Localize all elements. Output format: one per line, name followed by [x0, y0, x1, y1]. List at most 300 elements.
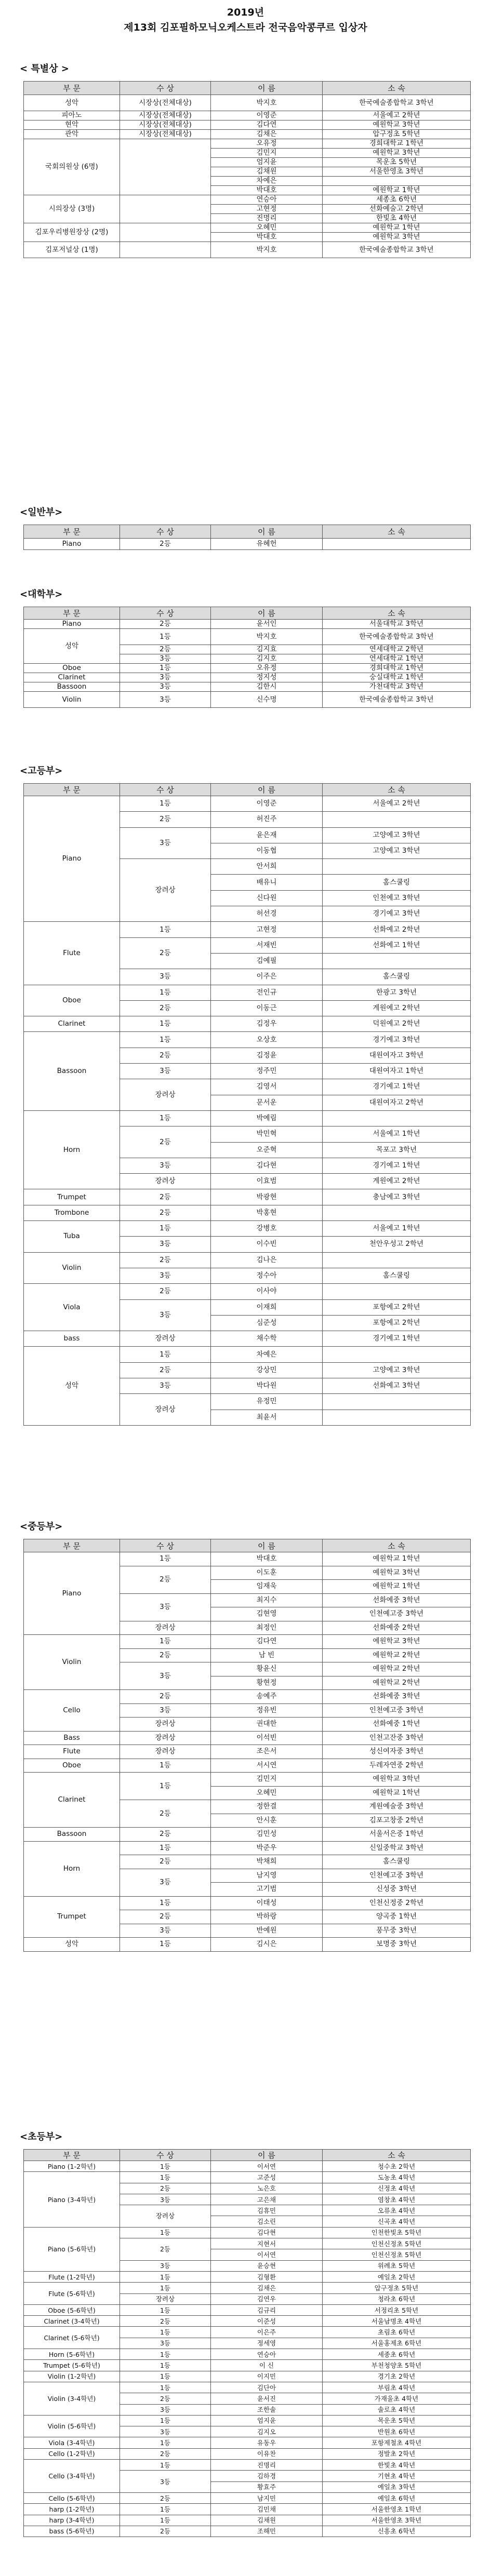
cell-school: 대원여자고 1학년 — [323, 1064, 471, 1079]
header-name: 이 름 — [211, 525, 323, 539]
cell-category: Violin (5-6학년) — [24, 2415, 120, 2437]
cell-name: 정세영 — [211, 2338, 323, 2349]
cell-category: Piano — [24, 796, 120, 922]
table-row — [24, 1205, 471, 1220]
cell-award: 3등 — [120, 1662, 211, 1690]
cell-school: 홈스쿨링 — [323, 1268, 471, 1283]
table-row — [24, 1828, 471, 1842]
cell-award: 3등 — [120, 2194, 211, 2205]
cell-school: 풍무중 3학년 — [323, 1924, 471, 1938]
cell-school: 두레자연중 2학년 — [323, 1759, 471, 1773]
cell-category: Trumpet (5-6학년) — [24, 2360, 120, 2371]
cell-school: 인천신정중 2학년 — [323, 1896, 471, 1910]
cell-award: 1등 — [120, 1032, 211, 1048]
table-row — [24, 1110, 471, 1126]
cell-award: 2등 — [120, 1048, 211, 1063]
cell-name: 이주은 — [211, 969, 323, 985]
cell-name: 권대한 — [211, 1718, 323, 1732]
table-row — [24, 682, 471, 692]
cell-name: 김채은 — [211, 2283, 323, 2293]
cell-award: 장려상 — [120, 1745, 211, 1759]
cell-award: 2등 — [120, 1690, 211, 1704]
cell-name: 안시훈 — [211, 1814, 323, 1828]
cell-name: 김한시 — [211, 682, 323, 692]
table-row — [24, 2515, 471, 2526]
cell-category: 김포우리병원장상 (2명) — [24, 223, 120, 242]
cell-name: 박대호 — [211, 233, 323, 242]
cell-name: 이효범 — [211, 1174, 323, 1189]
cell-award: 3등 — [120, 2404, 211, 2415]
table-row — [24, 2526, 471, 2537]
cell-school: 예일초 6학년 — [323, 2492, 471, 2503]
cell-school: 초림초 6학년 — [323, 2327, 471, 2338]
cell-award — [120, 223, 211, 242]
page-title-year: 2019년 — [227, 7, 264, 18]
cell-name: 정수아 — [211, 1268, 323, 1283]
table-row — [24, 1635, 471, 1649]
cell-school: 서정리초 5학년 — [323, 2304, 471, 2315]
cell-school: 충남예고 3학년 — [323, 1189, 471, 1205]
cell-award: 시장상(전체대상) — [120, 111, 211, 120]
results-table — [23, 607, 471, 708]
table-row — [24, 2504, 471, 2515]
cell-award: 장려상 — [120, 1731, 211, 1745]
cell-name: 박민혁 — [211, 1126, 323, 1142]
cell-school: 압구정초 5학년 — [323, 130, 471, 139]
cell-category: 피아노 — [24, 111, 120, 120]
cell-award: 장려상 — [120, 1394, 211, 1426]
header-award: 수 상 — [120, 525, 211, 539]
cell-award: 2등 — [120, 1648, 211, 1662]
table-row — [24, 1016, 471, 1032]
cell-category: Cello (1-2학년) — [24, 2448, 120, 2459]
cell-award: 2등 — [120, 2492, 211, 2503]
cell-award: 2등 — [120, 2393, 211, 2404]
cell-category: 성악 — [24, 1938, 120, 1952]
cell-school: 경기예고 3학년 — [323, 1032, 471, 1048]
cell-school: 예원학교 2학년 — [323, 1676, 471, 1690]
cell-school: 서울한영초 1학년 — [323, 2504, 471, 2515]
cell-school: 서울남명초 4학년 — [323, 2316, 471, 2327]
cell-name: 박지호 — [211, 629, 323, 645]
cell-name: 김정윤 — [211, 1048, 323, 1063]
cell-school: 연세대학교 1학년 — [323, 654, 471, 664]
cell-name: 오준혁 — [211, 1142, 323, 1158]
cell-category: Piano — [24, 1552, 120, 1635]
cell-category: Bassoon — [24, 682, 120, 692]
table-row — [24, 2327, 471, 2338]
table-row — [24, 2349, 471, 2360]
cell-category: 김포저널상 (1명) — [24, 242, 120, 258]
cell-award: 3등 — [120, 1593, 211, 1621]
cell-award: 3등 — [120, 1703, 211, 1718]
cell-category: Flute (1-2학년) — [24, 2271, 120, 2282]
cell-category: Violin (3-4학년) — [24, 2382, 120, 2415]
cell-award: 2등 — [120, 2526, 211, 2537]
table-row — [24, 242, 471, 258]
cell-school: 성신여자중 3학년 — [323, 1745, 471, 1759]
cell-name: 이준성 — [211, 2316, 323, 2327]
header-name: 이 름 — [211, 2150, 323, 2161]
cell-school: 오류초 4학년 — [323, 2205, 471, 2216]
cell-school: 인천예고중 3학년 — [323, 1703, 471, 1718]
cell-school: 경기예고 3학년 — [323, 906, 471, 922]
cell-award: 3등 — [120, 1268, 211, 1283]
cell-award: 시장상(전체대상) — [120, 95, 211, 111]
cell-award: 2등 — [120, 1284, 211, 1299]
cell-award: 2등 — [120, 1910, 211, 1924]
cell-school: 예원학교 3학년 — [323, 233, 471, 242]
cell-name: 신수명 — [211, 692, 323, 708]
cell-award — [120, 139, 211, 195]
cell-school: 예원학교 2학년 — [323, 1648, 471, 1662]
cell-name: 이사야 — [211, 1284, 323, 1299]
cell-award: 3등 — [120, 2426, 211, 2437]
cell-school: 인천예고중 3학년 — [323, 1607, 471, 1621]
cell-school: 청라초 6학년 — [323, 2293, 471, 2304]
header-name: 이 름 — [211, 82, 323, 95]
cell-category: Piano (5-6학년) — [24, 2227, 120, 2271]
cell-school: 대원여자고 3학년 — [323, 1048, 471, 1063]
cell-award: 1등 — [120, 1221, 211, 1237]
cell-name: 남 빈 — [211, 1648, 323, 1662]
cell-category: Viola (3-4학년) — [24, 2437, 120, 2448]
cell-name: 전인규 — [211, 985, 323, 1000]
cell-school: 예원학교 3학년 — [323, 1773, 471, 1787]
cell-award: 2등 — [120, 1252, 211, 1268]
table-row — [24, 223, 471, 233]
cell-award: 2등 — [120, 937, 211, 969]
cell-name: 남지민 — [211, 2492, 323, 2503]
section-title: <대학부> — [20, 589, 63, 600]
cell-school — [323, 539, 471, 550]
cell-school: 선화예중 1학년 — [323, 1718, 471, 1732]
cell-name: 정한결 — [211, 1800, 323, 1814]
cell-school: 홈스쿨링 — [323, 969, 471, 985]
cell-school: 부림초 4학년 — [323, 2382, 471, 2393]
cell-category: Oboe — [24, 985, 120, 1016]
cell-category: Flute — [24, 922, 120, 985]
table-row — [24, 1759, 471, 1773]
cell-award: 1등 — [120, 985, 211, 1000]
cell-award: 3등 — [120, 827, 211, 859]
header-award: 수 상 — [120, 1539, 211, 1552]
cell-award: 1등 — [120, 2172, 211, 2183]
cell-award: 1등 — [120, 2515, 211, 2526]
table-row — [24, 2227, 471, 2238]
cell-category: Piano (3-4학년) — [24, 2172, 120, 2227]
cell-name: 강상민 — [211, 1362, 323, 1378]
cell-name: 오혜민 — [211, 1786, 323, 1800]
cell-name: 박하랑 — [211, 1910, 323, 1924]
results-table — [23, 525, 471, 550]
cell-award: 장려상 — [120, 1718, 211, 1732]
cell-category: Flute (5-6학년) — [24, 2283, 120, 2305]
cell-name: 김시은 — [211, 1938, 323, 1952]
cell-award: 2등 — [120, 1566, 211, 1593]
header-school: 소 속 — [323, 82, 471, 95]
cell-award: 1등 — [120, 2271, 211, 2282]
cell-name: 지현서 — [211, 2238, 323, 2249]
cell-category: harp (1-2학년) — [24, 2504, 120, 2515]
cell-category: Cello (5-6학년) — [24, 2492, 120, 2503]
cell-name: 채수학 — [211, 1331, 323, 1347]
cell-award: 2등 — [120, 1800, 211, 1828]
cell-name: 이석빈 — [211, 1731, 323, 1745]
cell-category: 국회의원상 (6명) — [24, 139, 120, 195]
cell-award: 1등 — [120, 1016, 211, 1032]
cell-school: 홈스쿨링 — [323, 875, 471, 890]
cell-award: 2등 — [120, 539, 211, 550]
cell-name: 신다원 — [211, 890, 323, 906]
cell-award: 3등 — [120, 2471, 211, 2493]
cell-school — [323, 859, 471, 875]
cell-school: 인천예고중 3학년 — [323, 1869, 471, 1883]
cell-name: 진명리 — [211, 214, 323, 223]
cell-school: 인천예고 3학년 — [323, 890, 471, 906]
cell-school: 인천신정초 5학년 — [323, 2249, 471, 2260]
table-row — [24, 1331, 471, 1347]
cell-category: Violin — [24, 1635, 120, 1690]
header-school: 소 속 — [323, 607, 471, 620]
cell-award: 1등 — [120, 2349, 211, 2360]
header-name: 이 름 — [211, 1539, 323, 1552]
cell-award: 3등 — [120, 1378, 211, 1393]
cell-school: 숭실대학교 1학년 — [323, 673, 471, 682]
cell-category: Flute — [24, 1745, 120, 1759]
page-title-main: 제13회 김포필하모닉오케스트라 전국음악콩쿠르 입상자 — [124, 22, 367, 33]
cell-category: Oboe (5-6학년) — [24, 2304, 120, 2315]
cell-name: 반예원 — [211, 1924, 323, 1938]
cell-name: 최지수 — [211, 1593, 323, 1607]
header-award: 수 상 — [120, 607, 211, 620]
cell-school: 계원예술중 3학년 — [323, 1800, 471, 1814]
cell-school: 서울예고 1학년 — [323, 1126, 471, 1142]
cell-school: 솔로초 4학년 — [323, 2404, 471, 2415]
cell-name: 유혜헌 — [211, 539, 323, 550]
header-school: 소 속 — [323, 784, 471, 796]
cell-name: 정지성 — [211, 673, 323, 682]
table-row — [24, 2360, 471, 2371]
cell-category: 성악 — [24, 629, 120, 664]
cell-school: 서울예고 1학년 — [323, 1221, 471, 1237]
cell-school: 선화예중 3학년 — [323, 1593, 471, 1607]
cell-name: 김민성 — [211, 1828, 323, 1842]
cell-name: 김채은 — [211, 130, 323, 139]
cell-category: Violin (1-2학년) — [24, 2371, 120, 2382]
cell-category: 성악 — [24, 1347, 120, 1425]
cell-school: 경기예고 1학년 — [323, 1079, 471, 1095]
results-table — [23, 783, 471, 1426]
cell-category: Horn — [24, 1841, 120, 1896]
cell-name: 김채원 — [211, 2515, 323, 2526]
cell-school — [323, 953, 471, 969]
cell-name: 최윤서 — [211, 1410, 323, 1425]
cell-award: 장려상 — [120, 1621, 211, 1635]
cell-name: 김단아 — [211, 2382, 323, 2393]
cell-name: 김지오 — [211, 2426, 323, 2437]
table-row — [24, 985, 471, 1000]
cell-name: 문서운 — [211, 1095, 323, 1110]
cell-name: 고기범 — [211, 1883, 323, 1897]
cell-school: 선화예고 2학년 — [323, 922, 471, 937]
cell-category: Piano — [24, 539, 120, 550]
cell-school: 선화예중 3학년 — [323, 1690, 471, 1704]
table-row — [24, 1221, 471, 1237]
cell-award: 장려상 — [120, 2205, 211, 2228]
cell-category: 관악 — [24, 130, 120, 139]
table-row — [24, 2271, 471, 2282]
cell-award: 2등 — [120, 1126, 211, 1158]
cell-school: 선화예술고 2학년 — [323, 205, 471, 214]
cell-school: 예원학교 3학년 — [323, 149, 471, 158]
cell-award: 1등 — [120, 2371, 211, 2382]
cell-name: 김현영 — [211, 1607, 323, 1621]
cell-name: 김소린 — [211, 2216, 323, 2227]
table-row — [24, 2492, 471, 2503]
cell-award: 3등 — [120, 2338, 211, 2349]
cell-school: 경기예고 1학년 — [323, 1331, 471, 1347]
table-row — [24, 1347, 471, 1362]
table-row — [24, 796, 471, 812]
cell-award: 1등 — [120, 2227, 211, 2238]
cell-category: Bassoon — [24, 1032, 120, 1110]
cell-name: 박예림 — [211, 1110, 323, 1126]
cell-name: 유정민 — [211, 1394, 323, 1410]
cell-name: 노은호 — [211, 2183, 323, 2194]
cell-name: 이서연 — [211, 2161, 323, 2172]
cell-school: 예원학교 3학년 — [323, 1566, 471, 1580]
table-row — [24, 130, 471, 139]
cell-school: 서울한영초 3학년 — [323, 167, 471, 177]
cell-name: 황윤신 — [211, 1662, 323, 1676]
header-name: 이 름 — [211, 607, 323, 620]
cell-school: 서울한영초 3학년 — [323, 2515, 471, 2526]
cell-award: 3등 — [120, 692, 211, 708]
cell-award: 시장상(전체대상) — [120, 120, 211, 130]
cell-name: 황효주 — [211, 2481, 323, 2492]
cell-category: Piano (1-2학년) — [24, 2161, 120, 2172]
table-row — [24, 673, 471, 682]
table-row — [24, 2460, 471, 2471]
cell-name: 허선경 — [211, 906, 323, 922]
table-row — [24, 2437, 471, 2448]
cell-school: 가재울초 4학년 — [323, 2393, 471, 2404]
cell-award: 1등 — [120, 629, 211, 645]
cell-school — [323, 177, 471, 186]
cell-school: 예원학교 3학년 — [323, 120, 471, 130]
cell-award: 1등 — [120, 1552, 211, 1566]
cell-name: 차예은 — [211, 1347, 323, 1362]
cell-category: Clarinet (3-4학년) — [24, 2316, 120, 2327]
cell-name: 서시연 — [211, 1759, 323, 1773]
section-title: < 특별상 > — [20, 63, 69, 74]
cell-name: 박광현 — [211, 1189, 323, 1205]
table-row — [24, 664, 471, 673]
cell-name: 김다연 — [211, 1635, 323, 1649]
cell-name: 오상호 — [211, 1032, 323, 1048]
page-title — [0, 5, 491, 35]
cell-school: 한국예술종합학교 3학년 — [323, 95, 471, 111]
table-row — [24, 195, 471, 205]
cell-award: 1등 — [120, 796, 211, 812]
cell-school: 포항예고 2학년 — [323, 1315, 471, 1331]
cell-school: 예원학교 1학년 — [323, 223, 471, 233]
cell-name: 윤승현 — [211, 2260, 323, 2271]
cell-school: 경희대학교 1학년 — [323, 139, 471, 149]
cell-award: 2등 — [120, 1000, 211, 1016]
cell-category: Oboe — [24, 1759, 120, 1773]
cell-award: 1등 — [120, 2304, 211, 2315]
cell-name: 이영준 — [211, 111, 323, 120]
cell-name: 강병호 — [211, 1221, 323, 1237]
table-row — [24, 620, 471, 629]
table-row — [24, 2161, 471, 2172]
cell-name: 엄지윤 — [211, 158, 323, 167]
cell-school: 예원학교 1학년 — [323, 1786, 471, 1800]
cell-school: 청수초 2학년 — [323, 2161, 471, 2172]
cell-school: 예원학교 1학년 — [323, 1552, 471, 1566]
cell-name: 황현정 — [211, 1676, 323, 1690]
cell-school: 신정초 4학년 — [323, 2183, 471, 2194]
results-table — [23, 1539, 471, 1952]
cell-name: 이수빈 — [211, 1237, 323, 1252]
cell-name: 김정우 — [211, 1016, 323, 1032]
cell-award: 3등 — [120, 1237, 211, 1252]
cell-award: 장려상 — [120, 1174, 211, 1189]
cell-name: 박준우 — [211, 1841, 323, 1855]
cell-name: 유동우 — [211, 2437, 323, 2448]
cell-name: 이재희 — [211, 1299, 323, 1315]
cell-award: 1등 — [120, 1938, 211, 1952]
cell-school: 부천청양초 5학년 — [323, 2360, 471, 2371]
cell-award: 3등 — [120, 969, 211, 985]
cell-school: 도농초 4학년 — [323, 2172, 471, 2183]
results-table — [23, 2149, 471, 2537]
cell-school: 포항예고 2학년 — [323, 1299, 471, 1315]
cell-school: 서울예고 2학년 — [323, 796, 471, 812]
cell-category: bass — [24, 1331, 120, 1347]
cell-school: 서울예고 2학년 — [323, 111, 471, 120]
results-table — [23, 81, 471, 258]
cell-award: 2등 — [120, 1855, 211, 1869]
cell-award: 3등 — [120, 1064, 211, 1079]
cell-name: 김형환 — [211, 2271, 323, 2282]
table-row — [24, 1032, 471, 1048]
cell-name: 오혜민 — [211, 223, 323, 233]
header-school: 소 속 — [323, 2150, 471, 2161]
cell-name: 고현정 — [211, 922, 323, 937]
cell-award: 1등 — [120, 2415, 211, 2426]
header-award: 수 상 — [120, 784, 211, 796]
cell-category: Horn (5-6학년) — [24, 2349, 120, 2360]
cell-name: 김채원 — [211, 167, 323, 177]
cell-award: 2등 — [120, 645, 211, 654]
cell-school: 세종초 6학년 — [323, 2349, 471, 2360]
cell-name: 김민채 — [211, 2504, 323, 2515]
cell-name: 연승아 — [211, 195, 323, 205]
cell-school: 한광고 3학년 — [323, 985, 471, 1000]
header-category: 부 문 — [24, 2150, 120, 2161]
cell-school: 경기예고 1학년 — [323, 1158, 471, 1173]
cell-name: 김민지 — [211, 1773, 323, 1787]
cell-award: 1등 — [120, 1635, 211, 1649]
cell-name: 조해민 — [211, 2526, 323, 2537]
cell-school: 한빛초 4학년 — [323, 214, 471, 223]
cell-name: 박대호 — [211, 186, 323, 195]
cell-school: 예일초 3학년 — [323, 2481, 471, 2492]
cell-award: 1등 — [120, 1841, 211, 1855]
